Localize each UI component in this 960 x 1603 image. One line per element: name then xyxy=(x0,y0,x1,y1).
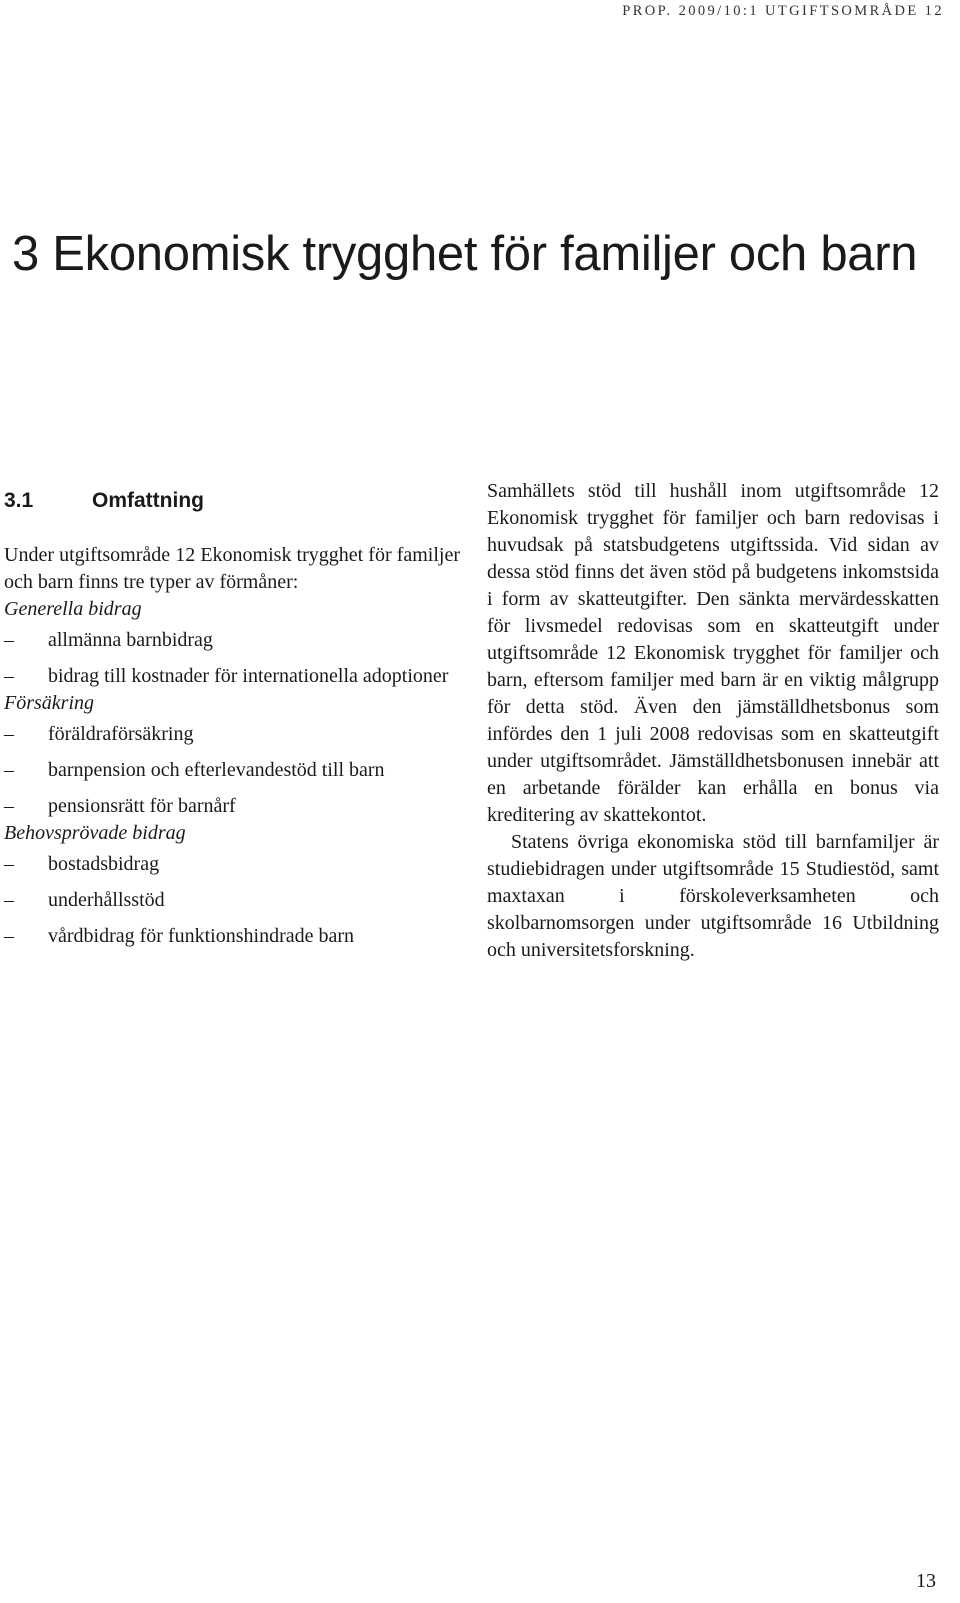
dash-marker: – xyxy=(4,759,14,781)
dash-marker: – xyxy=(4,665,14,687)
section-title: Omfattning xyxy=(92,489,204,512)
dash-marker: – xyxy=(4,925,14,947)
dash-marker: – xyxy=(4,889,14,911)
list-item: – bostadsbidrag xyxy=(4,851,460,878)
category-behovsprovade-bidrag: Behovsprövade bidrag xyxy=(4,822,186,844)
list-item: – föräldraförsäkring xyxy=(4,721,460,748)
list-item: – vårdbidrag för funktionshindrade barn xyxy=(4,923,460,950)
dash-marker: – xyxy=(4,853,14,875)
body-paragraph: Statens övriga ekonomiska stöd till barnfamiljer är studiebidragen under utgiftsområde 15 Studiestöd, samt maxtaxan i förskoleverksamheten och skolbarnomsorgen under utgiftsområde 16 Utbildning och universitetsforskning. xyxy=(487,831,939,961)
dash-marker: – xyxy=(4,795,14,817)
dash-marker: – xyxy=(4,723,14,745)
dash-marker: – xyxy=(4,629,14,651)
list-item: – pensionsrätt för barnårf xyxy=(4,793,460,820)
list-item: – allmänna barnbidrag xyxy=(4,627,460,654)
right-column xyxy=(487,478,939,964)
list-item: – barnpension och efterlevandestöd till barn xyxy=(4,757,460,784)
category-generella-bidrag: Generella bidrag xyxy=(4,598,142,620)
section-heading xyxy=(4,488,204,514)
list-item: – underhållsstöd xyxy=(4,887,460,914)
chapter-title: 3 Ekonomisk trygghet för familjer och barn xyxy=(12,227,918,281)
intro-paragraph: Under utgiftsområde 12 Ekonomisk trygghet för familjer och barn finns tre typer av förmåner: xyxy=(4,544,460,593)
left-column xyxy=(4,542,460,950)
list-item: – bidrag till kostnader för internationella adoptioner xyxy=(4,663,460,690)
category-forsakring: Försäkring xyxy=(4,692,94,714)
body-paragraph: Samhällets stöd till hushåll inom utgiftsområde 12 Ekonomisk trygghet för familjer och barn redovisas i huvudsak på statsbudgetens utgiftssida. Vid sidan av dessa stöd finns det även stöd på budgetens inkomstsida i form av skatteutgifter. Den sänkta mervärdesskatten för livsmedel redovisas som en skatteutgift under utgiftsområde 12 Ekonomisk trygghet för familjer och barn, eftersom familjer med barn är en viktig målgrupp för detta stöd. Även den jämställdhetsbonus som infördes den 1 juli 2008 redovisas som en skatteutgift under utgiftsområdet. Jämställdhetsbonusen innebär att en arbetande förälder kan erhålla en bonus via kreditering av skattekontot. xyxy=(487,480,939,826)
running-header: PROP. 2009/10:1 UTGIFTSOMRÅDE 12 xyxy=(622,3,944,19)
page-number: 13 xyxy=(916,1570,936,1592)
section-number: 3.1 xyxy=(4,489,34,512)
